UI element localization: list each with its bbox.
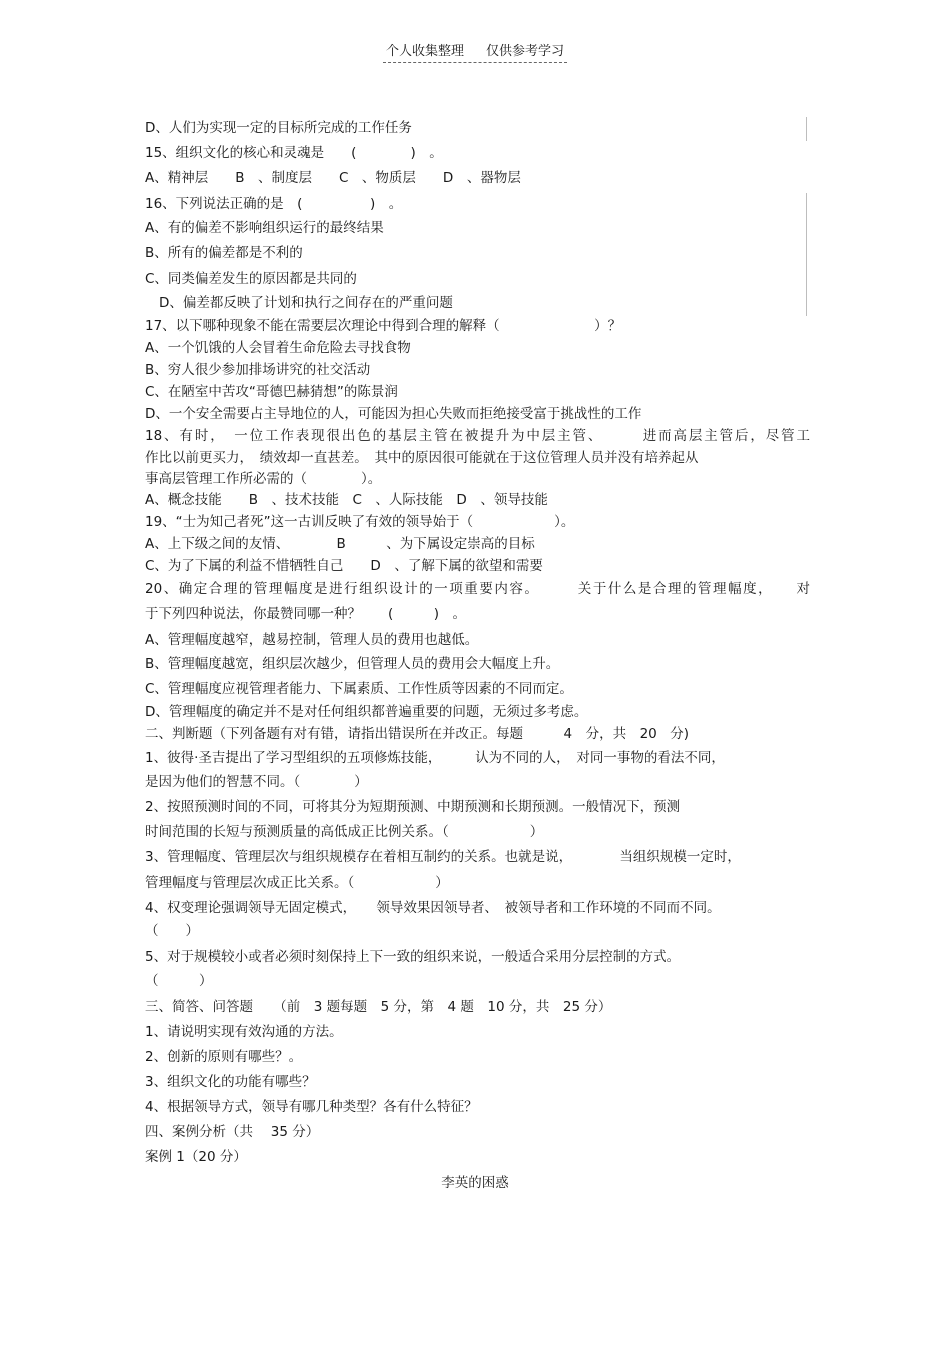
question-20: 20、确定合理的管理幅度是进行组织设计的一项重要内容。 关于什么是合理的管理幅度， 对 [145, 581, 810, 597]
options-line: A、上下级之间的友情、 B 、为下属设定崇高的目标 [145, 536, 535, 552]
text-line: （ ） [145, 923, 199, 939]
option-line: D、一个安全需要占主导地位的人，可能因为担心失败而拒绝接受富于挑战性的工作 [145, 406, 642, 422]
text-line: 是因为他们的智慧不同。（ ） [145, 774, 368, 790]
short-answer-3: 3、组织文化的功能有哪些？ [145, 1074, 316, 1090]
header-watermark [383, 40, 567, 63]
judgment-1: 1、彼得·圣吉提出了学习型组织的五项修炼技能， 认为不同的人， 对同一事物的看法不同， [145, 750, 725, 766]
section-heading: 二、判断题（下列备题有对有错，请指出错误所在并改正。每题 4 分，共 20 分) [145, 726, 690, 742]
text-line: 事高层管理工作所必需的（ ）。 [145, 471, 382, 487]
question-15: 15、组织文化的核心和灵魂是 ( ) 。 [145, 145, 443, 161]
judgment-3: 3、管理幅度、管理层次与组织规模存在着相互制约的关系。也就是说， 当组织规模一定时， [145, 849, 741, 865]
question-18: 18、有时， 一位工作表现很出色的基层主管在被提升为中层主管、 进而高层主管后，尽管工 [145, 428, 810, 444]
text-line: 时间范围的长短与预测质量的高低成正比例关系。（ ） [145, 824, 544, 840]
judgment-2: 2、按照预测时间的不同，可将其分为短期预测、中期预测和长期预测。一般情况下，预测 [145, 799, 681, 815]
text-line: 于下列四种说法，你最赞同哪一种？ ( ) 。 [145, 606, 467, 622]
option-line: C、管理幅度应视管理者能力、下属素质、工作性质等因素的不同而定。 [145, 681, 573, 697]
option-line: C、同类偏差发生的原因都是共同的 [145, 271, 357, 287]
options-line: A、概念技能 B 、技术技能 C 、人际技能 D 、领导技能 [145, 492, 548, 508]
case-heading: 案例 1（20 分） [145, 1149, 247, 1165]
text-line: 作比以前更买力， 绩效却一直甚差。 其中的原因很可能就在于这位管理人员并没有培养起从 [145, 450, 699, 466]
question-16: 16、下列说法正确的是 ( ) 。 [145, 196, 403, 212]
short-answer-1: 1、请说明实现有效沟通的方法。 [145, 1024, 343, 1040]
option-line: D、偏差都反映了计划和执行之间存在的严重问题 [159, 295, 453, 311]
question-17: 17、以下哪种现象不能在需要层次理论中得到合理的解释（ ）？ [145, 318, 622, 334]
option-line: B、所有的偏差都是不利的 [145, 245, 303, 261]
judgment-5: 5、对于规模较小或者必须时刻保持上下一致的组织来说，一般适合采用分层控制的方式。 [145, 949, 681, 965]
option-line: C、在陋室中苦攻“哥德巴赫猜想”的陈景润 [145, 384, 398, 400]
question-19: 19、“士为知己者死”这一古训反映了有效的领导始于（ ）。 [145, 514, 575, 530]
option-line: D、管理幅度的确定并不是对任何组织都普遍重要的问题，无须过多考虑。 [145, 704, 588, 720]
judgment-4: 4、权变理论强调领导无固定模式， 领导效果因领导者、 被领导者和工作环境的不同而不同。 [145, 900, 721, 916]
short-answer-4: 4、根据领导方式，领导有哪几种类型？各有什么特征？ [145, 1099, 478, 1115]
option-line: B、穷人很少参加排场讲究的社交活动 [145, 362, 371, 378]
options-line: A、精神层 B 、制度层 C 、物质层 D 、器物层 [145, 170, 521, 186]
option-line: B、管理幅度越宽，组织层次越少，但管理人员的费用会大幅度上升。 [145, 656, 560, 672]
text-line: （ ） [145, 973, 213, 989]
option-line: A、管理幅度越窄，越易控制，管理人员的费用也越低。 [145, 632, 479, 648]
text-line: 管理幅度与管理层次成正比关系。（ ） [145, 875, 449, 891]
section-heading: 三、简答、问答题 （前 3 题每题 5 分，第 4 题 10 分，共 25 分） [145, 999, 612, 1015]
section-heading: 四、案例分析（共 35 分） [145, 1124, 320, 1140]
options-line: C、为了下属的利益不惜牺牲自己 D 、了解下属的欲望和需要 [145, 558, 543, 574]
option-line: A、有的偏差不影响组织运行的最终结果 [145, 220, 384, 236]
page-header [0, 40, 950, 63]
text-line: D、人们为实现一定的目标所完成的工作任务 [145, 120, 412, 136]
header-right-text: 仅供参考学习 [486, 44, 565, 59]
case-title: 李英的困惑 [441, 1175, 509, 1191]
option-line: A、一个饥饿的人会冒着生命危险去寻找食物 [145, 340, 411, 356]
header-left-text: 个人收集整理 [385, 44, 464, 59]
short-answer-2: 2、创新的原则有哪些？。 [145, 1049, 303, 1065]
